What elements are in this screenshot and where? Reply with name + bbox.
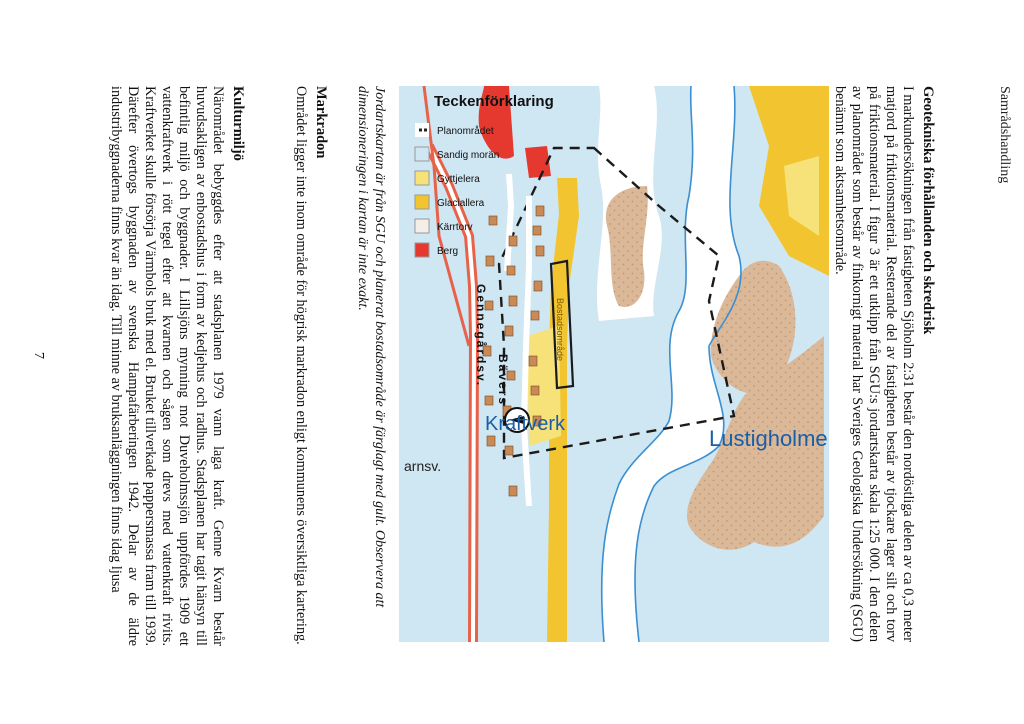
kulturmiljo-heading: Kulturmiljö [230, 86, 246, 161]
figure-caption: Jordartskartan är från SGU och planerat bostadsområde är färglagt med gult. Observera att dimensioneringen i kartan är inte exakt. [355, 86, 387, 608]
legend-swatch [415, 243, 429, 257]
soil-map [399, 86, 829, 642]
legend-swatch [415, 219, 429, 233]
legend-label: Berg [437, 246, 459, 257]
section-geotechnics [831, 86, 936, 642]
markradon-heading: Markradon [313, 86, 329, 159]
legend-label: Sandig morän [437, 150, 500, 161]
legend-swatch [415, 171, 429, 185]
legend-label: Kärrtorv [437, 222, 473, 233]
legend-swatch [415, 147, 429, 161]
place-lustigholme: Lustigholme [709, 426, 828, 451]
place-kraftverk: Kraftverk [485, 413, 566, 435]
geotechnics-body: I markundersökningen från fastigheten Sjöholm 2:31 består den nordöstliga delen av ca 0,3 meter matjord på friktionsmaterial. Resterande del av fastigheten består av tjockare lager silt och torv på friktionsmaterial. I figur 3 är ett utklipp från SGU:s jordartskarta skala 1:25 000. I den delen av planområdet som består av finkornigt material har Sveriges Geologiska Undersökning (SGU) benämnt som aktsamhetsområde. [832, 86, 916, 642]
section-kulturmiljo [107, 86, 246, 646]
legend-title: Teckenförklaring [434, 93, 554, 110]
street-gennegards-label: Gennegårdsv. [474, 284, 488, 388]
street-bavers-label: Bävers [496, 354, 510, 407]
legend-label: Planområdet [437, 126, 494, 137]
legend-label: Gyttjelera [437, 174, 480, 185]
page-number: 7 [31, 352, 46, 359]
markradon-body: Området ligger inte inom område för högrisk markradon enligt kommunens översiktliga kartering. [293, 86, 309, 645]
legend-label: Glaciallera [437, 198, 485, 209]
street-minor [507, 174, 511, 271]
geotechnics-heading: Geotekniska förhållanden och skredrisk [920, 86, 936, 335]
kulturmiljo-body: Närområdet bebyggdes efter att stadsplanen 1979 vann laga kraft. Genne Kvarn består huvudsakligen av enbostadshus i form av kedjehus och radhus. Stadsplanen har tagit hänsyn till befintlig miljö och byggnader. I Lillsjöns mynning mot Duveholmssjön uppfördes 1909 ett vattenkraftverk i rött tegel efter att kvarnen och sågen som drevs med vattenkraft rivits. Kraftverket skulle försörja Värmbols bruk med el. Bruket tillverkade pappersmassa fram till 1939. Därefter övertogs byggnaden av svenska Hampafärberingen 1942. Delar av de äldre industribyggnaderna finns kvar än idag. Till minne av bruksanläggningen finns idag ljusa [108, 86, 226, 646]
section-markradon [292, 86, 329, 646]
street-arnsv-label: arnsv. [404, 458, 442, 474]
housing-label: Bostadsområde [555, 298, 565, 362]
legend-swatch [415, 195, 429, 209]
document-header: Samrådshandling [997, 86, 1012, 184]
soil-map-figure [399, 86, 829, 642]
